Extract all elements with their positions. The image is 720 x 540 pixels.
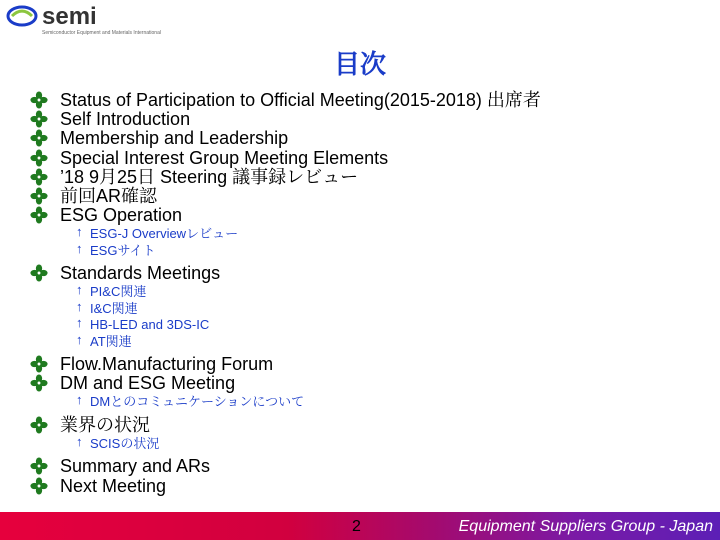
agenda-item-label: Self Introduction [60, 109, 191, 130]
footer-title: Equipment Suppliers Group - Japan [458, 518, 713, 535]
up-arrow-bullet-icon: ↑ [76, 282, 83, 298]
agenda-subitem-label: HB-LED and 3DS-IC [90, 317, 210, 333]
agenda-item-label: Status of Participation to Official Meeting(2015-2018) 出席者 [60, 90, 541, 110]
clover-bullet-icon [30, 374, 48, 392]
clover-bullet-icon [30, 457, 48, 475]
page-number: 2 [352, 518, 361, 535]
agenda-item-label: Next Meeting [60, 475, 167, 496]
agenda-item-label: Membership and Leadership [60, 128, 289, 149]
clover-bullet-icon [30, 264, 48, 282]
clover-bullet-icon [30, 149, 48, 167]
up-arrow-bullet-icon: ↑ [76, 434, 83, 449]
agenda-item-label: ’18 9月25日 Steering 議事録レビュー [60, 166, 359, 187]
agenda-item-label: DM and ESG Meeting [60, 373, 236, 394]
agenda-item-label: 前回AR確認 [60, 186, 158, 206]
clover-bullet-icon [30, 206, 48, 224]
up-arrow-bullet-icon: ↑ [76, 331, 83, 347]
clover-bullet-icon [30, 187, 48, 205]
agenda-subitem-label: I&C関連 [90, 300, 138, 316]
agenda-item-label: Summary and ARs [60, 456, 211, 477]
agenda-item-label: ESG Operation [60, 205, 183, 226]
up-arrow-bullet-icon: ↑ [76, 240, 83, 256]
agenda-item-label: Special Interest Group Meeting Elements [60, 147, 389, 168]
agenda-subitem-label: ESG-J Overviewレビュー [90, 226, 239, 242]
slide-title: 目次 [333, 50, 386, 80]
svg-text:semi: semi [42, 3, 97, 30]
up-arrow-bullet-icon: ↑ [76, 224, 83, 240]
agenda-item-label: Flow.Manufacturing Forum [60, 354, 274, 374]
svg-text:Semiconductor Equipment and Ma: Semiconductor Equipment and Materials International [42, 30, 161, 36]
clover-bullet-icon [30, 477, 48, 495]
clover-bullet-icon [30, 129, 48, 147]
agenda-item-label: 業界の状況 [60, 414, 150, 435]
clover-bullet-icon [30, 168, 48, 186]
agenda-subitem-label: AT関連 [90, 333, 132, 349]
agenda-subitem-label: ESGサイト [90, 242, 156, 258]
clover-bullet-icon [30, 91, 48, 109]
up-arrow-bullet-icon: ↑ [76, 298, 83, 314]
clover-bullet-icon [30, 110, 48, 128]
clover-bullet-icon [30, 416, 48, 434]
agenda-item-label: Standards Meetings [60, 263, 221, 284]
agenda-subitem-label: PI&C関連 [90, 284, 147, 300]
up-arrow-bullet-icon: ↑ [76, 315, 83, 331]
agenda-subitem-label: DMとのコミュニケーションについて [90, 394, 305, 410]
up-arrow-bullet-icon: ↑ [76, 392, 83, 408]
agenda-subitem-label: SCISの状況 [90, 436, 160, 451]
clover-bullet-icon [30, 355, 48, 373]
